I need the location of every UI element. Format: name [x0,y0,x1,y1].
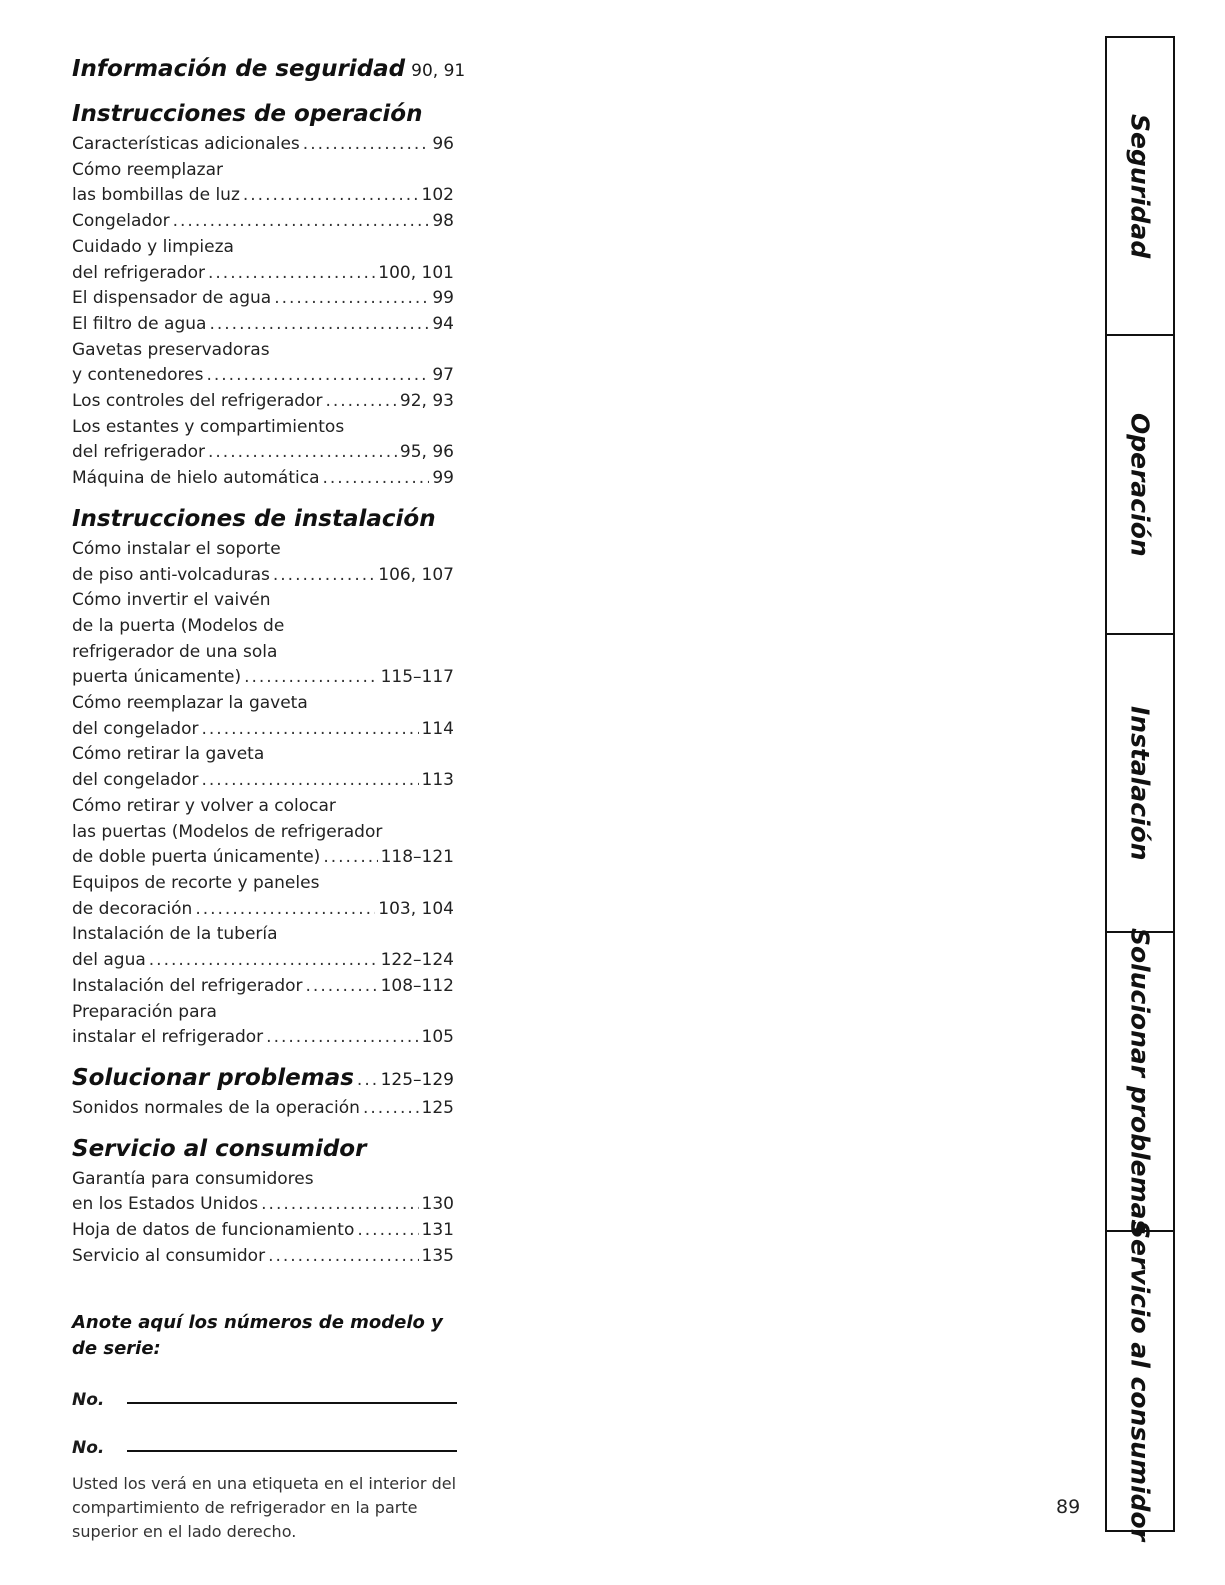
section-pages: 90, 91 [411,61,466,81]
entry-text: Hoja de datos de funcionamiento [72,1220,355,1241]
section-heading[interactable] [72,56,466,87]
section-heading[interactable] [72,101,454,132]
entry-text: de doble puerta únicamente) [72,847,321,868]
entry-line [72,286,454,312]
entry-pages: 102 [421,185,454,206]
section-title: Información de seguridad [72,56,406,82]
section-pages: 125–129 [380,1069,454,1090]
toc-entry[interactable] [72,235,454,286]
dot-leader [201,768,418,794]
serial-number-label: No. [72,1438,105,1458]
entry-line [72,974,454,1000]
toc-entry[interactable] [72,389,454,415]
entry-pages: 100, 101 [378,262,454,283]
entry-text: instalar el refrigerador [72,1027,264,1048]
dot-leader [195,897,375,923]
toc-section [72,1136,454,1270]
entry-text: de piso anti-volcaduras [72,564,270,585]
dot-leader [325,389,396,415]
entry-pages: 125 [421,1097,454,1118]
dot-leader [303,132,430,158]
dot-leader [208,261,375,287]
entry-line [72,363,454,389]
entry-line [72,717,454,743]
toc-entry[interactable] [72,132,454,158]
entry-line [72,1218,454,1244]
entry-text: del congelador [72,770,199,791]
toc-entry[interactable] [72,794,454,871]
entry-line [72,897,454,923]
toc-entry[interactable] [72,158,454,209]
dot-leader [206,363,429,389]
toc-entry[interactable] [72,922,454,973]
entry-text: Congelador [72,211,170,232]
entry-line [72,563,454,589]
entry-text: en los Estados Unidos [72,1194,259,1215]
entry-pages: 95, 96 [399,442,454,463]
entry-pages: 92, 93 [399,391,454,412]
entry-line [72,537,454,563]
dot-leader [244,665,378,691]
entry-line [72,742,454,768]
toc-entry[interactable] [72,1167,454,1218]
dot-leader [357,1218,418,1244]
section-heading[interactable] [72,506,454,537]
model-number-field[interactable] [72,1370,457,1410]
entry-text: Instalación de la tubería [72,924,278,945]
model-number-label: No. [72,1390,105,1410]
entry-text: Los controles del refrigerador [72,391,323,412]
tab-servicio-al-consumidor[interactable] [1107,1220,1173,1541]
entry-line [72,614,454,640]
toc-entry[interactable] [72,742,454,793]
toc-entry[interactable] [72,588,454,691]
entry-text: Instalación del refrigerador [72,975,303,996]
toc-entry[interactable] [72,1000,454,1051]
entry-pages: 115–117 [380,667,454,688]
entry-text: Garantía para consumidores [72,1168,314,1189]
entry-line [72,845,454,871]
toc-section [72,1065,454,1122]
entry-text: y contenedores [72,365,204,386]
entry-text: Cómo instalar el soporte [72,538,281,559]
toc-entry[interactable] [72,691,454,742]
entry-line [72,588,454,614]
entry-line [72,183,454,209]
entry-text: las puertas (Modelos de refrigerador [72,821,383,842]
dot-leader [209,312,429,338]
entry-text: Cómo invertir el vaivén [72,590,271,611]
tab-seguridad[interactable] [1107,38,1173,336]
entry-pages: 131 [421,1220,454,1241]
entry-text: Características adicionales [72,134,300,154]
entry-pages: 122–124 [380,950,454,971]
model-serial-note [72,1310,457,1544]
table-of-contents [72,56,466,1283]
dot-leader [306,974,378,1000]
entry-line [72,691,454,717]
toc-entry[interactable] [72,1244,454,1270]
tab-label: Seguridad [1125,114,1155,259]
entry-text: Preparación para [72,1001,217,1022]
entry-pages: 113 [421,770,454,791]
entry-text: Máquina de hielo automática [72,468,320,489]
entry-pages: 130 [421,1194,454,1215]
toc-entry[interactable] [72,871,454,922]
dot-leader [201,717,418,743]
entry-line [72,1244,454,1270]
entry-pages: 106, 107 [378,564,454,585]
entry-pages: 105 [421,1027,454,1048]
toc-entry[interactable] [72,286,454,312]
section-heading[interactable] [72,1065,454,1096]
section-title: Solucionar problemas [72,1064,354,1091]
entry-text: Cómo reemplazar [72,159,223,180]
page-number: 89 [1056,1496,1081,1518]
entry-pages: 135 [421,1245,454,1266]
entry-text: puerta únicamente) [72,667,242,688]
entry-pages: 94 [432,313,454,334]
entry-line [72,665,454,691]
entry-pages: 103, 104 [378,898,454,919]
entry-line [72,640,454,666]
entry-line [72,338,454,364]
section-title: Servicio al consumidor [72,1135,367,1162]
dot-leader [208,440,397,466]
entry-line [72,132,454,158]
entry-pages: 114 [421,718,454,739]
tab-label: Servicio al consumidor [1125,1220,1155,1541]
section-heading[interactable] [72,1136,454,1167]
entry-line [72,948,454,974]
entry-line [72,1025,454,1051]
entry-pages: 99 [432,468,454,489]
toc-section [72,101,454,492]
entry-line [72,794,454,820]
entry-line [72,1167,454,1193]
toc-entry[interactable] [72,1096,454,1122]
tab-label: Operación [1125,412,1155,557]
entry-text: del agua [72,950,146,971]
tab-instalación[interactable] [1107,635,1173,933]
entry-pages: 108–112 [380,975,454,996]
toc-entry[interactable] [72,537,454,588]
entry-line [72,209,454,235]
entry-line [72,235,454,261]
dot-leader [173,209,430,235]
toc-entry[interactable] [72,974,454,1000]
dot-leader [363,1096,419,1122]
entry-line [72,922,454,948]
dot-leader [268,1244,418,1270]
entry-text: las bombillas de luz [72,185,240,206]
entry-line [72,871,454,897]
entry-pages: 96 [432,134,454,154]
toc-entry[interactable] [72,1218,454,1244]
toc-entry[interactable] [72,209,454,235]
entry-text: Los estantes y compartimientos [72,416,345,437]
note-info: Usted los verá en una etiqueta en el interior del compartimiento de refrigerador en la parte superior en el lado derecho. [72,1474,457,1541]
entry-pages: 99 [432,288,454,309]
tab-label: Instalación [1125,705,1155,861]
entry-pages: 97 [432,365,454,386]
dot-leader [149,948,378,974]
entry-text: del refrigerador [72,262,205,283]
entry-text: Cuidado y limpieza [72,236,234,257]
entry-line [72,389,454,415]
dot-leader [323,466,430,492]
entry-line [72,1096,454,1122]
dot-leader [266,1025,418,1051]
tab-operación[interactable] [1107,336,1173,634]
toc-entry[interactable] [72,415,454,466]
dot-leader [357,1067,378,1093]
section-title: Instrucciones de operación [72,101,423,127]
entry-line [72,261,454,287]
dot-leader [273,563,375,589]
dot-leader [261,1192,418,1218]
entry-text: Servicio al consumidor [72,1245,266,1266]
toc-entry[interactable] [72,338,454,389]
entry-text: El dispensador de agua [72,288,272,309]
entry-text: Cómo retirar y volver a colocar [72,795,336,816]
entry-pages: 118–121 [380,847,454,868]
tab-label: Solucionar problemas [1125,928,1155,1235]
entry-line [72,1000,454,1026]
entry-text: de la puerta (Modelos de [72,615,285,636]
entry-text: Equipos de recorte y paneles [72,872,320,893]
entry-line [72,440,454,466]
entry-text: del refrigerador [72,442,205,463]
entry-line [72,158,454,184]
tab-solucionar-problemas[interactable] [1107,928,1173,1235]
toc-section [72,56,466,87]
entry-text: Gavetas preservadoras [72,339,270,360]
entry-text: Sonidos normales de la operación [72,1097,360,1118]
entry-text: de decoración [72,898,193,919]
entry-line [72,466,454,492]
entry-text: Cómo reemplazar la gaveta [72,693,308,714]
entry-pages: 98 [432,211,454,232]
dot-leader [274,286,429,312]
dot-leader [323,845,377,871]
serial-number-blank[interactable] [127,1449,457,1452]
section-tabs [1105,36,1175,1541]
model-number-blank[interactable] [127,1401,457,1404]
toc-section [72,506,454,1051]
entry-line [72,312,454,338]
entry-line [72,768,454,794]
note-title: Anote aquí los números de modelo y de serie: [72,1312,443,1359]
entry-line [72,820,454,846]
serial-number-field[interactable] [72,1418,457,1458]
entry-text: refrigerador de una sola [72,641,278,662]
entry-text: El filtro de agua [72,313,207,334]
entry-text: Cómo retirar la gaveta [72,744,265,765]
entry-line [72,415,454,441]
entry-text: del congelador [72,718,199,739]
dot-leader [243,183,419,209]
entry-line [72,1192,454,1218]
toc-entry[interactable] [72,312,454,338]
section-title: Instrucciones de instalación [72,505,436,532]
toc-entry[interactable] [72,466,454,492]
